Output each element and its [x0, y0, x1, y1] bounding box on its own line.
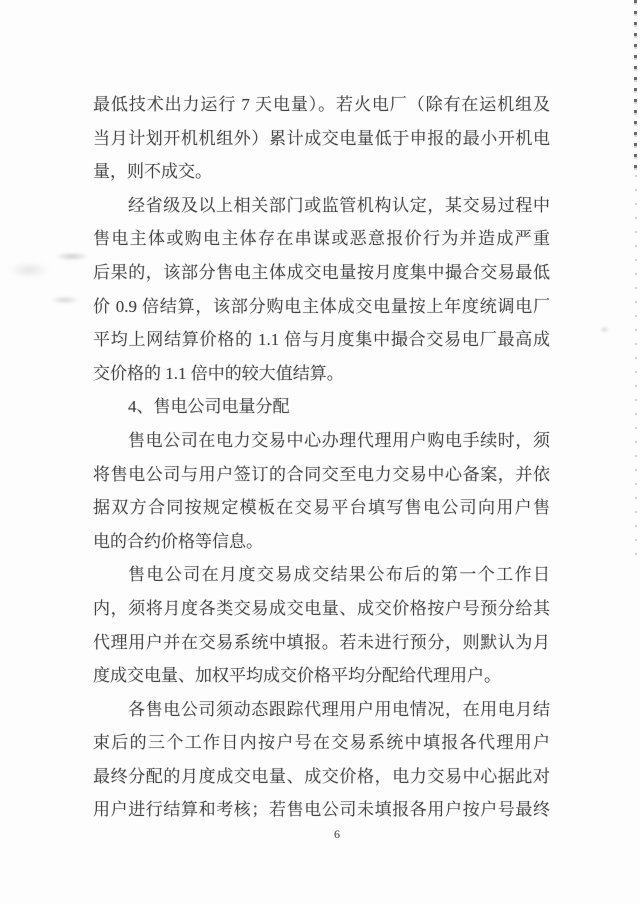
text-line: 各售电公司须动态跟踪代理用户用电情况，在用电月结	[128, 699, 550, 719]
text-line: 代理用户并在交易系统中填报。若未进行预分，则默认为月	[93, 632, 550, 652]
text-line: 用户进行结算和考核；若售电公司未填报各用户按户号最终	[93, 800, 550, 820]
text-line: 最低技术出力运行 7 天电量）。若火电厂（除有在运机组及	[93, 95, 550, 114]
text-line: 价 0.9 倍结算，该部分购电主体成交电量按上年度统调电厂	[93, 296, 550, 316]
scan-artifact-smudge	[50, 296, 80, 304]
text-line: 经省级及以上相关部门或监管机构认定，某交易过程中	[128, 195, 550, 215]
text-line: 据双方合同按规定模板在交易平台填写售电公司向用户售	[93, 498, 550, 518]
text-line: 束后的三个工作日内按户号在交易系统中填报各代理用户	[93, 733, 550, 753]
text-line: 度成交电量、加权平均成交价格平均分配给代理用户。	[93, 666, 501, 686]
section-heading: 4、售电公司电量分配	[128, 397, 290, 417]
text-line: 当月计划开机机组外）累计成交电量低于申报的最小开机电	[93, 128, 550, 148]
text-line: 电的合约价格等信息。	[93, 531, 263, 551]
scan-artifact-smudge	[8, 262, 50, 278]
scan-artifact-smudge	[55, 252, 89, 261]
text-line: 售电公司在月度交易成交结果公布后的第一个工作日	[128, 565, 550, 585]
text-line: 平均上网结算价格的 1.1 倍与月度集中撮合交易电厂最高成	[93, 330, 550, 350]
scan-artifact-speck	[600, 326, 609, 333]
document-body	[93, 88, 550, 827]
page-number: 6	[334, 827, 340, 841]
text-line: 量，则不成交。	[93, 162, 212, 182]
text-line: 内，须将月度各类交易成交电量、成交价格按户号预分给其	[93, 598, 550, 618]
text-line: 售电公司在电力交易中心办理代理用户购电手续时，须	[128, 430, 550, 450]
text-line: 售电主体或购电主体存在串谋或恶意报价行为并造成严重	[93, 229, 550, 249]
text-line: 后果的，该部分售电主体成交电量按月度集中撮合交易最低	[93, 262, 550, 282]
scan-artifact-right-edge-top	[634, 0, 637, 175]
text-line: 交价格的 1.1 倍中的较大值结算。	[93, 363, 344, 383]
text-line: 将售电公司与用户签订的合同交至电力交易中心备案，并依	[93, 464, 550, 484]
scan-artifact-right-edge-mid	[635, 175, 637, 565]
text-line: 最终分配的月度成交电量、成交价格，电力交易中心据此对	[93, 766, 550, 786]
